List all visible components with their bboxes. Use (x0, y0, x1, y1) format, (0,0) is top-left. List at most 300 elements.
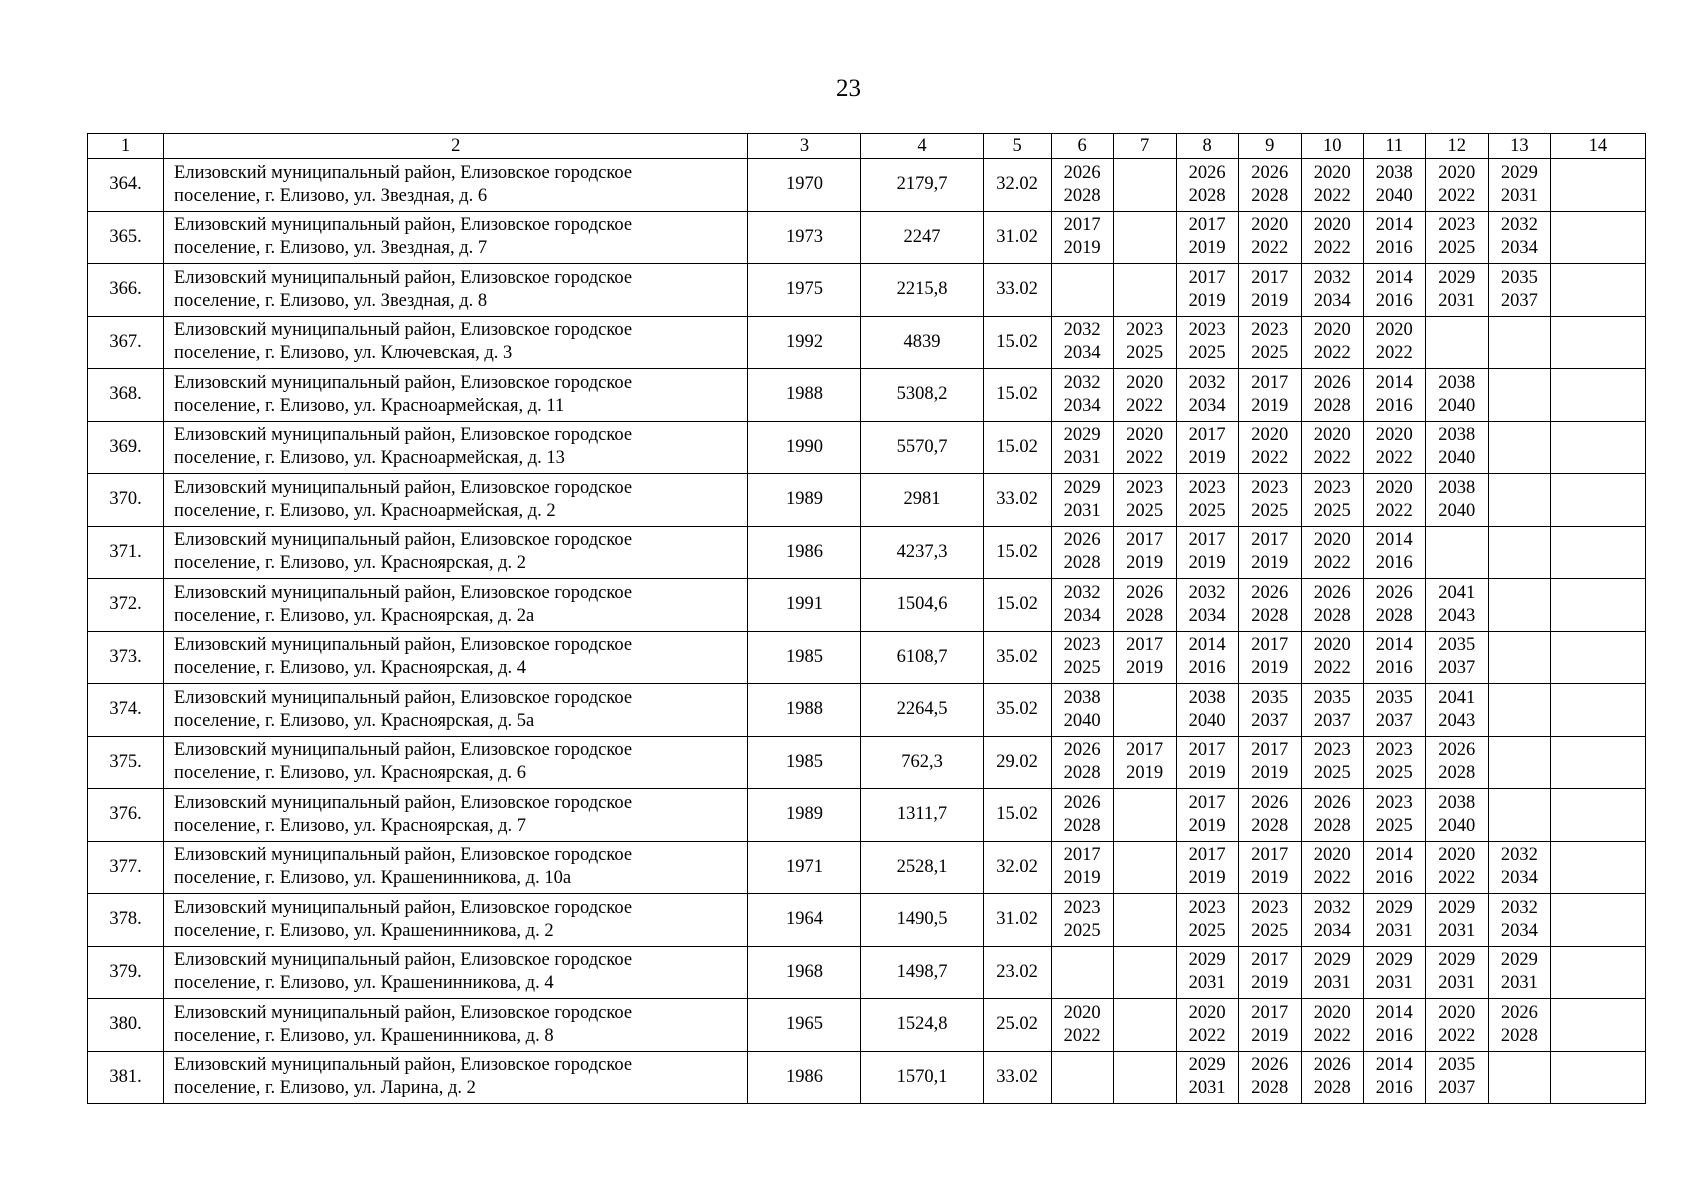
period-cell-6 (1051, 946, 1113, 999)
address-cell-line: Елизовский муниципальный район, Елизовское городское (174, 582, 633, 603)
period-cell-9 (1238, 264, 1301, 317)
period-cell-7 (1113, 684, 1176, 737)
address-cell-line: Елизовский муниципальный район, Елизовское городское (174, 897, 633, 918)
period-cell-8 (1176, 684, 1238, 737)
period-cell-8-line: 2023 (1188, 897, 1226, 918)
column-number-cell: 3 (748, 134, 861, 159)
period-cell-8 (1176, 946, 1238, 999)
period-cell-6 (1051, 684, 1113, 737)
period-cell-11-line: 2016 (1375, 290, 1413, 311)
period-cell-10-line: 2022 (1313, 448, 1351, 469)
period-cell-11 (1363, 1051, 1425, 1104)
period-cell-13 (1488, 736, 1550, 789)
period-cell-8 (1176, 211, 1238, 264)
period-cell-11 (1363, 946, 1425, 999)
period-cell-11 (1363, 894, 1425, 947)
period-cell-7-line: 2022 (1126, 448, 1164, 469)
period-cell-6 (1051, 736, 1113, 789)
period-cell-10-line: 2022 (1313, 658, 1351, 679)
year-cell: 1988 (748, 684, 861, 737)
code-cell: 35.02 (983, 631, 1051, 684)
row-number-cell: 375. (88, 736, 164, 789)
period-cell-11-line: 2016 (1375, 1078, 1413, 1099)
period-cell-10-line: 2025 (1313, 763, 1351, 784)
area-cell: 4237,3 (861, 526, 983, 579)
period-cell-6-line: 2025 (1063, 658, 1101, 679)
period-cell-6 (1051, 474, 1113, 527)
period-cell-8 (1176, 841, 1238, 894)
period-cell-13-line: 2034 (1500, 868, 1538, 889)
period-cell-6-line: 2038 (1063, 687, 1101, 708)
address-cell (164, 736, 748, 789)
period-cell-10 (1301, 369, 1363, 422)
period-cell-6 (1051, 316, 1113, 369)
period-cell-8-line: 2020 (1188, 1002, 1226, 1023)
period-cell-13 (1488, 946, 1550, 999)
period-cell-8-line: 2034 (1188, 605, 1226, 626)
address-cell (164, 894, 748, 947)
address-cell-line: поселение, г. Елизово, ул. Звездная, д. 6 (174, 185, 488, 206)
period-cell-13-line: 2037 (1500, 290, 1538, 311)
address-cell (164, 474, 748, 527)
period-cell-14 (1550, 526, 1645, 579)
period-cell-10-line: 2032 (1313, 267, 1351, 288)
period-cell-8-line: 2017 (1188, 792, 1226, 813)
address-cell-line: Елизовский муниципальный район, Елизовское городское (174, 1055, 633, 1076)
period-cell-8 (1176, 159, 1238, 212)
period-cell-9-line: 2017 (1251, 635, 1289, 656)
year-cell: 1965 (748, 999, 861, 1052)
period-cell-9-line: 2019 (1251, 973, 1289, 994)
period-cell-14 (1550, 579, 1645, 632)
period-cell-8-line: 2031 (1188, 973, 1226, 994)
period-cell-7-line: 2025 (1126, 500, 1164, 521)
period-cell-6 (1051, 369, 1113, 422)
period-cell-6-line: 2026 (1063, 792, 1101, 813)
period-cell-7 (1113, 159, 1176, 212)
period-cell-8 (1176, 369, 1238, 422)
period-cell-8-line: 2032 (1188, 582, 1226, 603)
period-cell-10-line: 2020 (1313, 1002, 1351, 1023)
period-cell-11-line: 2020 (1375, 320, 1413, 341)
period-cell-11-line: 2014 (1375, 845, 1413, 866)
period-cell-6-line: 2026 (1063, 530, 1101, 551)
period-cell-13-line: 2034 (1500, 920, 1538, 941)
address-cell-line: поселение, г. Елизово, ул. Красноярская, д. 2 (174, 553, 527, 574)
period-cell-12-line: 2040 (1438, 815, 1476, 836)
period-cell-9-line: 2017 (1251, 372, 1289, 393)
address-cell-line: Елизовский муниципальный район, Елизовское городское (174, 635, 633, 656)
period-cell-8-line: 2019 (1188, 815, 1226, 836)
period-cell-12-line: 2028 (1438, 763, 1476, 784)
period-cell-7-line: 2017 (1126, 635, 1164, 656)
area-cell: 4839 (861, 316, 983, 369)
year-cell: 1964 (748, 894, 861, 947)
column-number-cell: 12 (1425, 134, 1488, 159)
address-cell (164, 946, 748, 999)
code-cell: 33.02 (983, 474, 1051, 527)
period-cell-12-line: 2037 (1438, 1078, 1476, 1099)
period-cell-9-line: 2023 (1251, 477, 1289, 498)
column-number-cell: 4 (861, 134, 983, 159)
column-number-cell: 8 (1176, 134, 1238, 159)
period-cell-8-line: 2017 (1188, 530, 1226, 551)
period-cell-11 (1363, 421, 1425, 474)
column-number-cell: 14 (1550, 134, 1645, 159)
row-number-cell: 379. (88, 946, 164, 999)
address-cell (164, 789, 748, 842)
period-cell-12 (1425, 211, 1488, 264)
period-cell-8-line: 2017 (1188, 740, 1226, 761)
period-cell-13 (1488, 264, 1550, 317)
address-cell-line: поселение, г. Елизово, ул. Звездная, д. 8 (174, 290, 488, 311)
period-cell-8-line: 2031 (1188, 1078, 1226, 1099)
period-cell-8-line: 2023 (1188, 320, 1226, 341)
period-cell-12 (1425, 159, 1488, 212)
period-cell-6 (1051, 999, 1113, 1052)
period-cell-10-line: 2029 (1313, 950, 1351, 971)
code-cell: 23.02 (983, 946, 1051, 999)
period-cell-10-line: 2025 (1313, 500, 1351, 521)
period-cell-9 (1238, 369, 1301, 422)
period-cell-11-line: 2014 (1375, 372, 1413, 393)
period-cell-6-line: 2028 (1063, 185, 1101, 206)
period-cell-7 (1113, 841, 1176, 894)
period-cell-11 (1363, 999, 1425, 1052)
period-cell-11 (1363, 631, 1425, 684)
period-cell-10 (1301, 579, 1363, 632)
period-cell-6 (1051, 526, 1113, 579)
period-cell-12-line: 2037 (1438, 658, 1476, 679)
period-cell-13-line: 2031 (1500, 973, 1538, 994)
area-cell: 1490,5 (861, 894, 983, 947)
code-cell: 31.02 (983, 894, 1051, 947)
period-cell-7 (1113, 526, 1176, 579)
area-cell: 2215,8 (861, 264, 983, 317)
period-cell-12 (1425, 526, 1488, 579)
period-cell-9-line: 2019 (1251, 868, 1289, 889)
period-cell-7-line: 2017 (1126, 530, 1164, 551)
period-cell-6-line: 2029 (1063, 425, 1101, 446)
period-cell-12-line: 2026 (1438, 740, 1476, 761)
period-cell-8-line: 2025 (1188, 343, 1226, 364)
area-cell: 1504,6 (861, 579, 983, 632)
period-cell-11-line: 2016 (1375, 658, 1413, 679)
address-cell-line: поселение, г. Елизово, ул. Крашенинникова, д. 2 (174, 920, 554, 941)
address-cell-line: Елизовский муниципальный район, Елизовское городское (174, 162, 633, 183)
period-cell-9-line: 2017 (1251, 267, 1289, 288)
table-row (88, 1051, 1646, 1104)
period-cell-6-line: 2034 (1063, 605, 1101, 626)
address-cell (164, 684, 748, 737)
period-cell-14 (1550, 841, 1645, 894)
period-cell-7 (1113, 474, 1176, 527)
period-cell-10-line: 2020 (1313, 845, 1351, 866)
period-cell-12-line: 2043 (1438, 605, 1476, 626)
row-number-cell: 370. (88, 474, 164, 527)
period-cell-7-line: 2023 (1126, 320, 1164, 341)
period-cell-9 (1238, 684, 1301, 737)
period-cell-6-line: 2023 (1063, 635, 1101, 656)
period-cell-13-line: 2032 (1500, 845, 1538, 866)
table-row (88, 316, 1646, 369)
period-cell-12 (1425, 1051, 1488, 1104)
period-cell-13 (1488, 159, 1550, 212)
code-cell: 15.02 (983, 316, 1051, 369)
period-cell-11 (1363, 211, 1425, 264)
period-cell-12-line: 2023 (1438, 215, 1476, 236)
period-cell-9-line: 2017 (1251, 950, 1289, 971)
period-cell-8 (1176, 999, 1238, 1052)
period-cell-8 (1176, 894, 1238, 947)
period-cell-8-line: 2026 (1188, 162, 1226, 183)
period-cell-11 (1363, 316, 1425, 369)
period-cell-13-line: 2029 (1500, 162, 1538, 183)
table-row (88, 736, 1646, 789)
table-row (88, 474, 1646, 527)
year-cell: 1985 (748, 631, 861, 684)
period-cell-9-line: 2028 (1251, 815, 1289, 836)
table-row (88, 579, 1646, 632)
year-cell: 1986 (748, 526, 861, 579)
area-cell: 1311,7 (861, 789, 983, 842)
period-cell-8-line: 2017 (1188, 845, 1226, 866)
period-cell-10-line: 2028 (1313, 605, 1351, 626)
period-cell-11 (1363, 579, 1425, 632)
period-cell-8-line: 2019 (1188, 868, 1226, 889)
period-cell-10-line: 2026 (1313, 582, 1351, 603)
period-cell-6-line: 2034 (1063, 343, 1101, 364)
area-cell: 1498,7 (861, 946, 983, 999)
column-number-cell: 5 (983, 134, 1051, 159)
code-cell: 15.02 (983, 789, 1051, 842)
period-cell-10-line: 2023 (1313, 477, 1351, 498)
period-cell-11 (1363, 369, 1425, 422)
period-cell-9 (1238, 421, 1301, 474)
period-cell-6 (1051, 211, 1113, 264)
housing-register-table (87, 133, 1646, 1104)
period-cell-6-line: 2017 (1063, 215, 1101, 236)
period-cell-6-line: 2028 (1063, 553, 1101, 574)
period-cell-8-line: 2019 (1188, 238, 1226, 259)
period-cell-9 (1238, 1051, 1301, 1104)
period-cell-6-line: 2032 (1063, 320, 1101, 341)
period-cell-10-line: 2034 (1313, 920, 1351, 941)
period-cell-10 (1301, 631, 1363, 684)
period-cell-9-line: 2025 (1251, 500, 1289, 521)
period-cell-9-line: 2017 (1251, 740, 1289, 761)
code-cell: 31.02 (983, 211, 1051, 264)
period-cell-8-line: 2019 (1188, 448, 1226, 469)
period-cell-9-line: 2025 (1251, 920, 1289, 941)
period-cell-7 (1113, 369, 1176, 422)
period-cell-12-line: 2029 (1438, 897, 1476, 918)
period-cell-7-line: 2019 (1126, 658, 1164, 679)
table-row (88, 841, 1646, 894)
address-cell-line: Елизовский муниципальный район, Елизовское городское (174, 530, 633, 551)
period-cell-8 (1176, 264, 1238, 317)
period-cell-6-line: 2019 (1063, 868, 1101, 889)
period-cell-14 (1550, 946, 1645, 999)
period-cell-9-line: 2017 (1251, 530, 1289, 551)
period-cell-7-line: 2019 (1126, 763, 1164, 784)
period-cell-9-line: 2019 (1251, 658, 1289, 679)
period-cell-9-line: 2028 (1251, 185, 1289, 206)
period-cell-7 (1113, 211, 1176, 264)
period-cell-9-line: 2037 (1251, 710, 1289, 731)
row-number-cell: 365. (88, 211, 164, 264)
page-number: 23 (836, 75, 861, 102)
period-cell-9-line: 2023 (1251, 320, 1289, 341)
period-cell-12-line: 2040 (1438, 500, 1476, 521)
column-number-cell: 6 (1051, 134, 1113, 159)
period-cell-7 (1113, 946, 1176, 999)
address-cell-line: поселение, г. Елизово, ул. Ключевская, д. 3 (174, 343, 513, 364)
period-cell-13 (1488, 789, 1550, 842)
year-cell: 1971 (748, 841, 861, 894)
address-cell-line: Елизовский муниципальный район, Елизовское городское (174, 477, 633, 498)
period-cell-8-line: 2040 (1188, 710, 1226, 731)
period-cell-13 (1488, 631, 1550, 684)
period-cell-11-line: 2031 (1375, 973, 1413, 994)
row-number-cell: 373. (88, 631, 164, 684)
period-cell-10-line: 2022 (1313, 868, 1351, 889)
period-cell-10 (1301, 894, 1363, 947)
period-cell-11-line: 2016 (1375, 553, 1413, 574)
period-cell-10 (1301, 736, 1363, 789)
period-cell-10-line: 2028 (1313, 815, 1351, 836)
period-cell-12-line: 2031 (1438, 920, 1476, 941)
period-cell-12-line: 2035 (1438, 635, 1476, 656)
year-cell: 1986 (748, 1051, 861, 1104)
period-cell-10-line: 2020 (1313, 162, 1351, 183)
period-cell-11-line: 2022 (1375, 500, 1413, 521)
period-cell-10 (1301, 946, 1363, 999)
address-cell (164, 1051, 748, 1104)
period-cell-9-line: 2017 (1251, 845, 1289, 866)
period-cell-12-line: 2040 (1438, 395, 1476, 416)
period-cell-8-line: 2029 (1188, 950, 1226, 971)
period-cell-10-line: 2037 (1313, 710, 1351, 731)
period-cell-13 (1488, 316, 1550, 369)
period-cell-10 (1301, 841, 1363, 894)
address-cell (164, 159, 748, 212)
period-cell-6-line: 2023 (1063, 897, 1101, 918)
period-cell-6 (1051, 631, 1113, 684)
period-cell-11 (1363, 264, 1425, 317)
period-cell-6-line: 2034 (1063, 395, 1101, 416)
row-number-cell: 380. (88, 999, 164, 1052)
period-cell-9-line: 2026 (1251, 162, 1289, 183)
period-cell-10 (1301, 684, 1363, 737)
period-cell-12 (1425, 474, 1488, 527)
period-cell-9-line: 2020 (1251, 215, 1289, 236)
period-cell-14 (1550, 211, 1645, 264)
period-cell-8-line: 2017 (1188, 425, 1226, 446)
period-cell-7 (1113, 1051, 1176, 1104)
period-cell-8-line: 2017 (1188, 215, 1226, 236)
period-cell-9-line: 2028 (1251, 1078, 1289, 1099)
row-number-cell: 371. (88, 526, 164, 579)
period-cell-8 (1176, 579, 1238, 632)
period-cell-9-line: 2025 (1251, 343, 1289, 364)
code-cell: 33.02 (983, 264, 1051, 317)
period-cell-12 (1425, 946, 1488, 999)
area-cell: 6108,7 (861, 631, 983, 684)
period-cell-13-line: 2032 (1500, 215, 1538, 236)
area-cell: 2264,5 (861, 684, 983, 737)
period-cell-9 (1238, 631, 1301, 684)
period-cell-6-line: 2029 (1063, 477, 1101, 498)
period-cell-9-line: 2020 (1251, 425, 1289, 446)
period-cell-9 (1238, 211, 1301, 264)
period-cell-12 (1425, 999, 1488, 1052)
period-cell-7-line: 2020 (1126, 372, 1164, 393)
period-cell-6 (1051, 421, 1113, 474)
period-cell-10-line: 2034 (1313, 290, 1351, 311)
period-cell-8 (1176, 736, 1238, 789)
period-cell-10-line: 2026 (1313, 1055, 1351, 1076)
address-cell-line: поселение, г. Елизово, ул. Красноярская, д. 6 (174, 763, 527, 784)
table-row (88, 211, 1646, 264)
period-cell-10-line: 2020 (1313, 215, 1351, 236)
period-cell-14 (1550, 316, 1645, 369)
column-number-cell: 1 (88, 134, 164, 159)
period-cell-14 (1550, 894, 1645, 947)
period-cell-12-line: 2022 (1438, 868, 1476, 889)
year-cell: 1988 (748, 369, 861, 422)
period-cell-9-line: 2022 (1251, 238, 1289, 259)
period-cell-12 (1425, 369, 1488, 422)
period-cell-8-line: 2028 (1188, 185, 1226, 206)
period-cell-11-line: 2020 (1375, 477, 1413, 498)
year-cell: 1973 (748, 211, 861, 264)
period-cell-8-line: 2022 (1188, 1025, 1226, 1046)
code-cell: 32.02 (983, 159, 1051, 212)
address-cell (164, 316, 748, 369)
period-cell-9-line: 2026 (1251, 1055, 1289, 1076)
period-cell-9 (1238, 316, 1301, 369)
period-cell-12-line: 2031 (1438, 290, 1476, 311)
period-cell-11-line: 2014 (1375, 1002, 1413, 1023)
period-cell-6-line: 2040 (1063, 710, 1101, 731)
period-cell-10-line: 2022 (1313, 553, 1351, 574)
period-cell-12-line: 2041 (1438, 582, 1476, 603)
address-cell-line: Елизовский муниципальный район, Елизовское городское (174, 845, 633, 866)
area-cell: 5570,7 (861, 421, 983, 474)
period-cell-12 (1425, 684, 1488, 737)
period-cell-6 (1051, 894, 1113, 947)
period-cell-9-line: 2023 (1251, 897, 1289, 918)
period-cell-12-line: 2029 (1438, 267, 1476, 288)
period-cell-10-line: 2026 (1313, 372, 1351, 393)
period-cell-10-line: 2020 (1313, 320, 1351, 341)
period-cell-11-line: 2026 (1375, 582, 1413, 603)
period-cell-11-line: 2014 (1375, 530, 1413, 551)
row-number-cell: 376. (88, 789, 164, 842)
period-cell-13-line: 2029 (1500, 950, 1538, 971)
period-cell-10 (1301, 159, 1363, 212)
period-cell-6-line: 2028 (1063, 763, 1101, 784)
column-number-cell: 11 (1363, 134, 1425, 159)
period-cell-12-line: 2043 (1438, 710, 1476, 731)
address-cell-line: Елизовский муниципальный район, Елизовское городское (174, 950, 633, 971)
period-cell-11-line: 2016 (1375, 1025, 1413, 1046)
period-cell-10 (1301, 211, 1363, 264)
address-cell (164, 841, 748, 894)
table-row (88, 789, 1646, 842)
period-cell-7 (1113, 789, 1176, 842)
